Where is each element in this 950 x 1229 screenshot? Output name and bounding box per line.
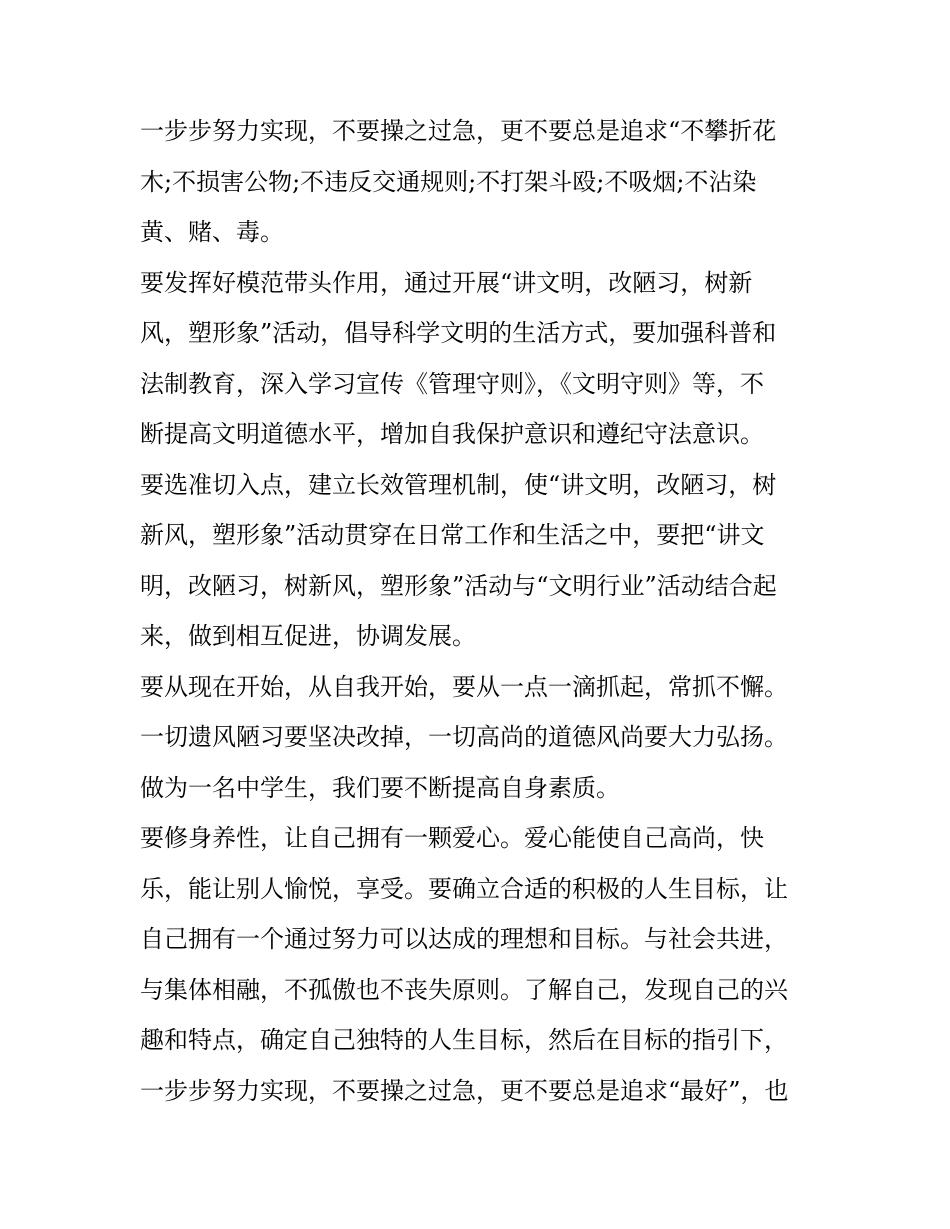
text-line: 与集体相融，不孤傲也不丧失原则。了解自己，发现自己的兴 xyxy=(140,975,788,1004)
text-line: 要从现在开始，从自我开始，要从一点一滴抓起，常抓不懈。 xyxy=(140,672,788,701)
text-line: 黄、赌、毒。 xyxy=(140,218,284,246)
text-line: 一步步努力实现，不要操之过急，更不要总是追求“最好”，也 xyxy=(140,1076,789,1105)
text-line: 断提高文明道德水平，增加自我保护意识和遵纪守法意识。 xyxy=(140,420,764,448)
text-line: 新风，塑形象”活动贯穿在日常工作和生活之中，要把“讲文 xyxy=(140,521,765,549)
document-body xyxy=(140,106,812,1116)
text-line: 来，做到相互促进，协调发展。 xyxy=(140,622,476,650)
text-line: 要选准切入点，建立长效管理机制，使“讲文明，改陋习，树 xyxy=(140,470,777,499)
text-line: 要修身养性，让自己拥有一颗爱心。爱心能使自己高尚，快 xyxy=(140,824,764,852)
text-line: 做为一名中学生，我们要不断提高自身素质。 xyxy=(140,773,620,802)
text-line: 法制教育，深入学习宣传《管理守则》，《文明守则》等，不 xyxy=(140,369,764,398)
text-line: 要发挥好模范带头作用，通过开展“讲文明，改陋习，树新 xyxy=(140,268,753,297)
text-line: 一切遗风陋习要坚决改掉，一切高尚的道德风尚要大力弘扬。 xyxy=(140,723,788,751)
text-line: 风，塑形象”活动，倡导科学文明的生活方式，要加强科普和 xyxy=(140,319,777,347)
text-line: 木;不损害公物;不违反交通规则;不打架斗殴;不吸烟;不沾染 xyxy=(140,167,757,196)
text-line: 乐，能让别人愉悦，享受。要确立合适的积极的人生目标，让 xyxy=(140,874,788,903)
text-line: 一步步努力实现，不要操之过急，更不要总是追求“不攀折花 xyxy=(140,117,777,145)
text-line: 趣和特点，确定自己独特的人生目标，然后在目标的指引下， xyxy=(140,1026,788,1054)
text-line: 明，改陋习，树新风，塑形象”活动与“文明行业”活动结合起 xyxy=(140,571,777,600)
text-line: 自己拥有一个通过努力可以达成的理想和目标。与社会共进， xyxy=(140,925,788,953)
